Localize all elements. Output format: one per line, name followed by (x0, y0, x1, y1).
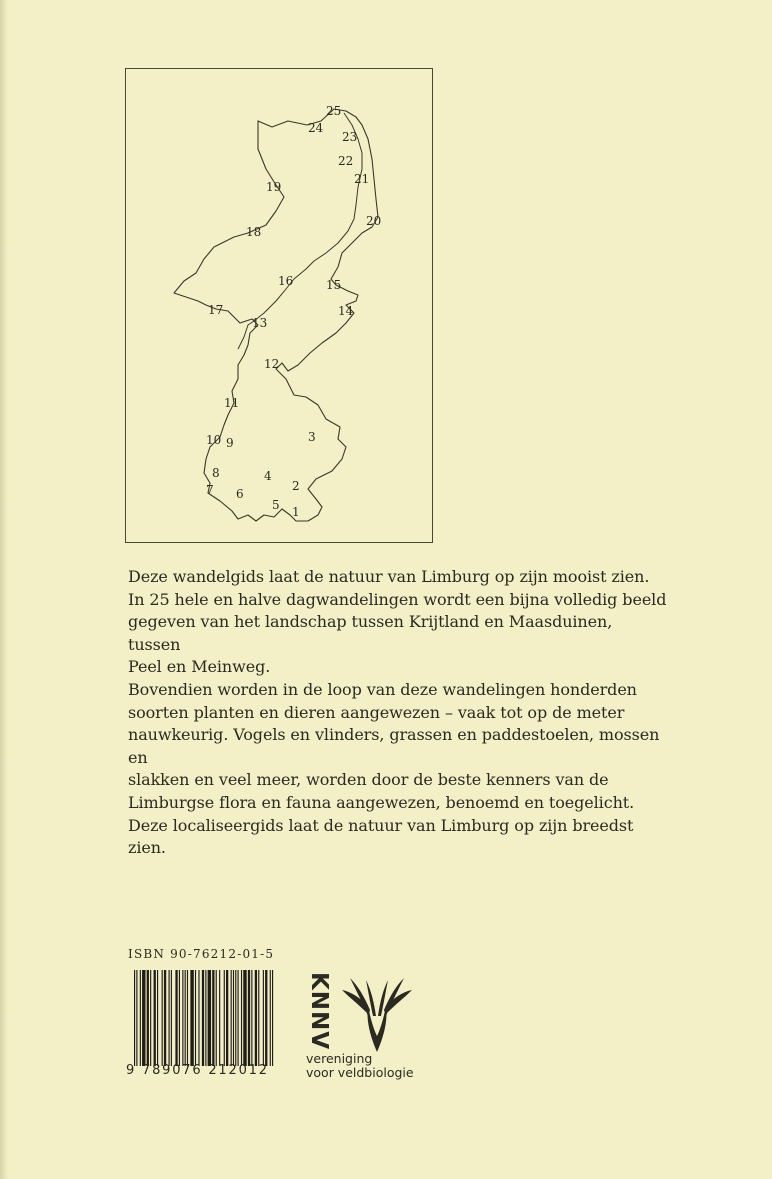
barcode-bar (185, 970, 186, 1066)
barcode (126, 970, 278, 1082)
route-number-4: 4 (264, 469, 272, 483)
route-number-3: 3 (308, 430, 316, 444)
barcode-bar (235, 970, 236, 1066)
route-number-13: 13 (252, 316, 268, 330)
barcode-bars (134, 970, 276, 1066)
plant-logo-icon (340, 976, 414, 1052)
barcode-bar (272, 970, 273, 1066)
barcode-bar (182, 970, 183, 1066)
barcode-bar (179, 970, 180, 1066)
route-number-25: 25 (326, 104, 342, 118)
route-number-14: 14 (338, 304, 354, 318)
route-number-9: 9 (226, 436, 234, 450)
barcode-bar (241, 970, 242, 1066)
barcode-bar (265, 970, 267, 1066)
route-number-5: 5 (272, 498, 280, 512)
barcode-bar (162, 970, 163, 1066)
route-number-23: 23 (342, 130, 358, 144)
barcode-bar (142, 970, 145, 1066)
description-line: gegeven van het landschap tussen Krijtland en Maasduinen, tussen (128, 612, 613, 654)
barcode-bar (169, 970, 170, 1066)
knnv-wordmark (306, 970, 332, 1052)
route-number-22: 22 (338, 154, 354, 168)
description-line: nauwkeurig. Vogels en vlinders, grassen en paddestoelen, mossen en (128, 725, 660, 767)
isbn-label: ISBN 90-76212-01-5 (128, 947, 275, 961)
route-number-24: 24 (308, 121, 324, 135)
barcode-bar (157, 970, 158, 1066)
description-line: Peel en Meinweg. (128, 657, 271, 677)
route-number-20: 20 (366, 214, 382, 228)
route-number-21: 21 (354, 172, 370, 186)
barcode-bar (190, 970, 193, 1066)
barcode-bar (134, 970, 135, 1066)
barcode-bar (243, 970, 246, 1066)
description-line: Bovendien worden in de loop van deze wandelingen honderden (128, 679, 637, 699)
barcode-bar (216, 970, 217, 1066)
barcode-number: 9 789076 212012 (126, 1063, 269, 1078)
barcode-bar (164, 970, 166, 1066)
description-line: slakken en veel meer, worden door de beste kenners van de (128, 770, 609, 790)
route-number-10: 10 (206, 433, 222, 447)
limburg-route-map (125, 68, 433, 543)
barcode-bar (233, 970, 234, 1066)
route-number-15: 15 (326, 278, 342, 292)
barcode-bar (226, 970, 228, 1066)
route-number-12: 12 (264, 357, 280, 371)
barcode-bar (171, 970, 172, 1066)
barcode-bar (202, 970, 204, 1066)
route-number-8: 8 (212, 466, 220, 480)
barcode-bar (212, 970, 214, 1066)
book-description (128, 566, 668, 860)
barcode-bar (248, 970, 250, 1066)
barcode-bar (258, 970, 259, 1066)
barcode-bar (238, 970, 239, 1066)
knnv-abbreviation: KNNV (306, 971, 332, 1051)
barcode-bar (187, 970, 188, 1066)
barcode-bar (140, 970, 141, 1066)
barcode-bar (231, 970, 232, 1066)
description-line: Deze localiseergids laat de natuur van Limburg op zijn breedst zien. (128, 815, 634, 858)
tagline-line-2: voor veldbiologie (306, 1065, 414, 1080)
barcode-bar (208, 970, 211, 1066)
barcode-bar (154, 970, 156, 1066)
publisher-logo (300, 970, 424, 1082)
route-number-19: 19 (266, 180, 282, 194)
barcode-bar (147, 970, 149, 1066)
map-svg (126, 69, 434, 544)
barcode-bar (224, 970, 225, 1066)
barcode-bar (219, 970, 220, 1066)
barcode-bar (263, 970, 264, 1066)
page-edge (0, 0, 8, 1179)
barcode-bar (251, 970, 252, 1066)
barcode-bar (175, 970, 177, 1066)
barcode-bar (205, 970, 206, 1066)
description-line: Deze wandelgids laat de natuur van Limburg op zijn mooist zien. (128, 567, 650, 586)
barcode-bar (270, 970, 271, 1066)
route-number-2: 2 (292, 479, 300, 493)
description-line: soorten planten en dieren aangewezen – vaak tot op de meter (128, 702, 625, 722)
barcode-bar (198, 970, 199, 1066)
route-number-16: 16 (278, 274, 294, 288)
tagline-line-1: vereniging (306, 1051, 373, 1066)
barcode-bar (195, 970, 196, 1066)
route-number-17: 17 (208, 303, 224, 317)
description-line: Limburgse flora en fauna aangewezen, benoemd en toegelicht. (128, 792, 635, 812)
barcode-bar (150, 970, 151, 1066)
publisher-tagline (306, 1052, 414, 1080)
route-number-1: 1 (292, 505, 300, 519)
route-number-11: 11 (224, 396, 240, 410)
barcode-bar (136, 970, 137, 1066)
route-number-6: 6 (236, 487, 244, 501)
barcode-bar (255, 970, 257, 1066)
description-line: In 25 hele en halve dagwandelingen wordt een bijna volledig beeld (128, 589, 667, 609)
route-number-7: 7 (206, 483, 214, 497)
route-number-18: 18 (246, 225, 262, 239)
